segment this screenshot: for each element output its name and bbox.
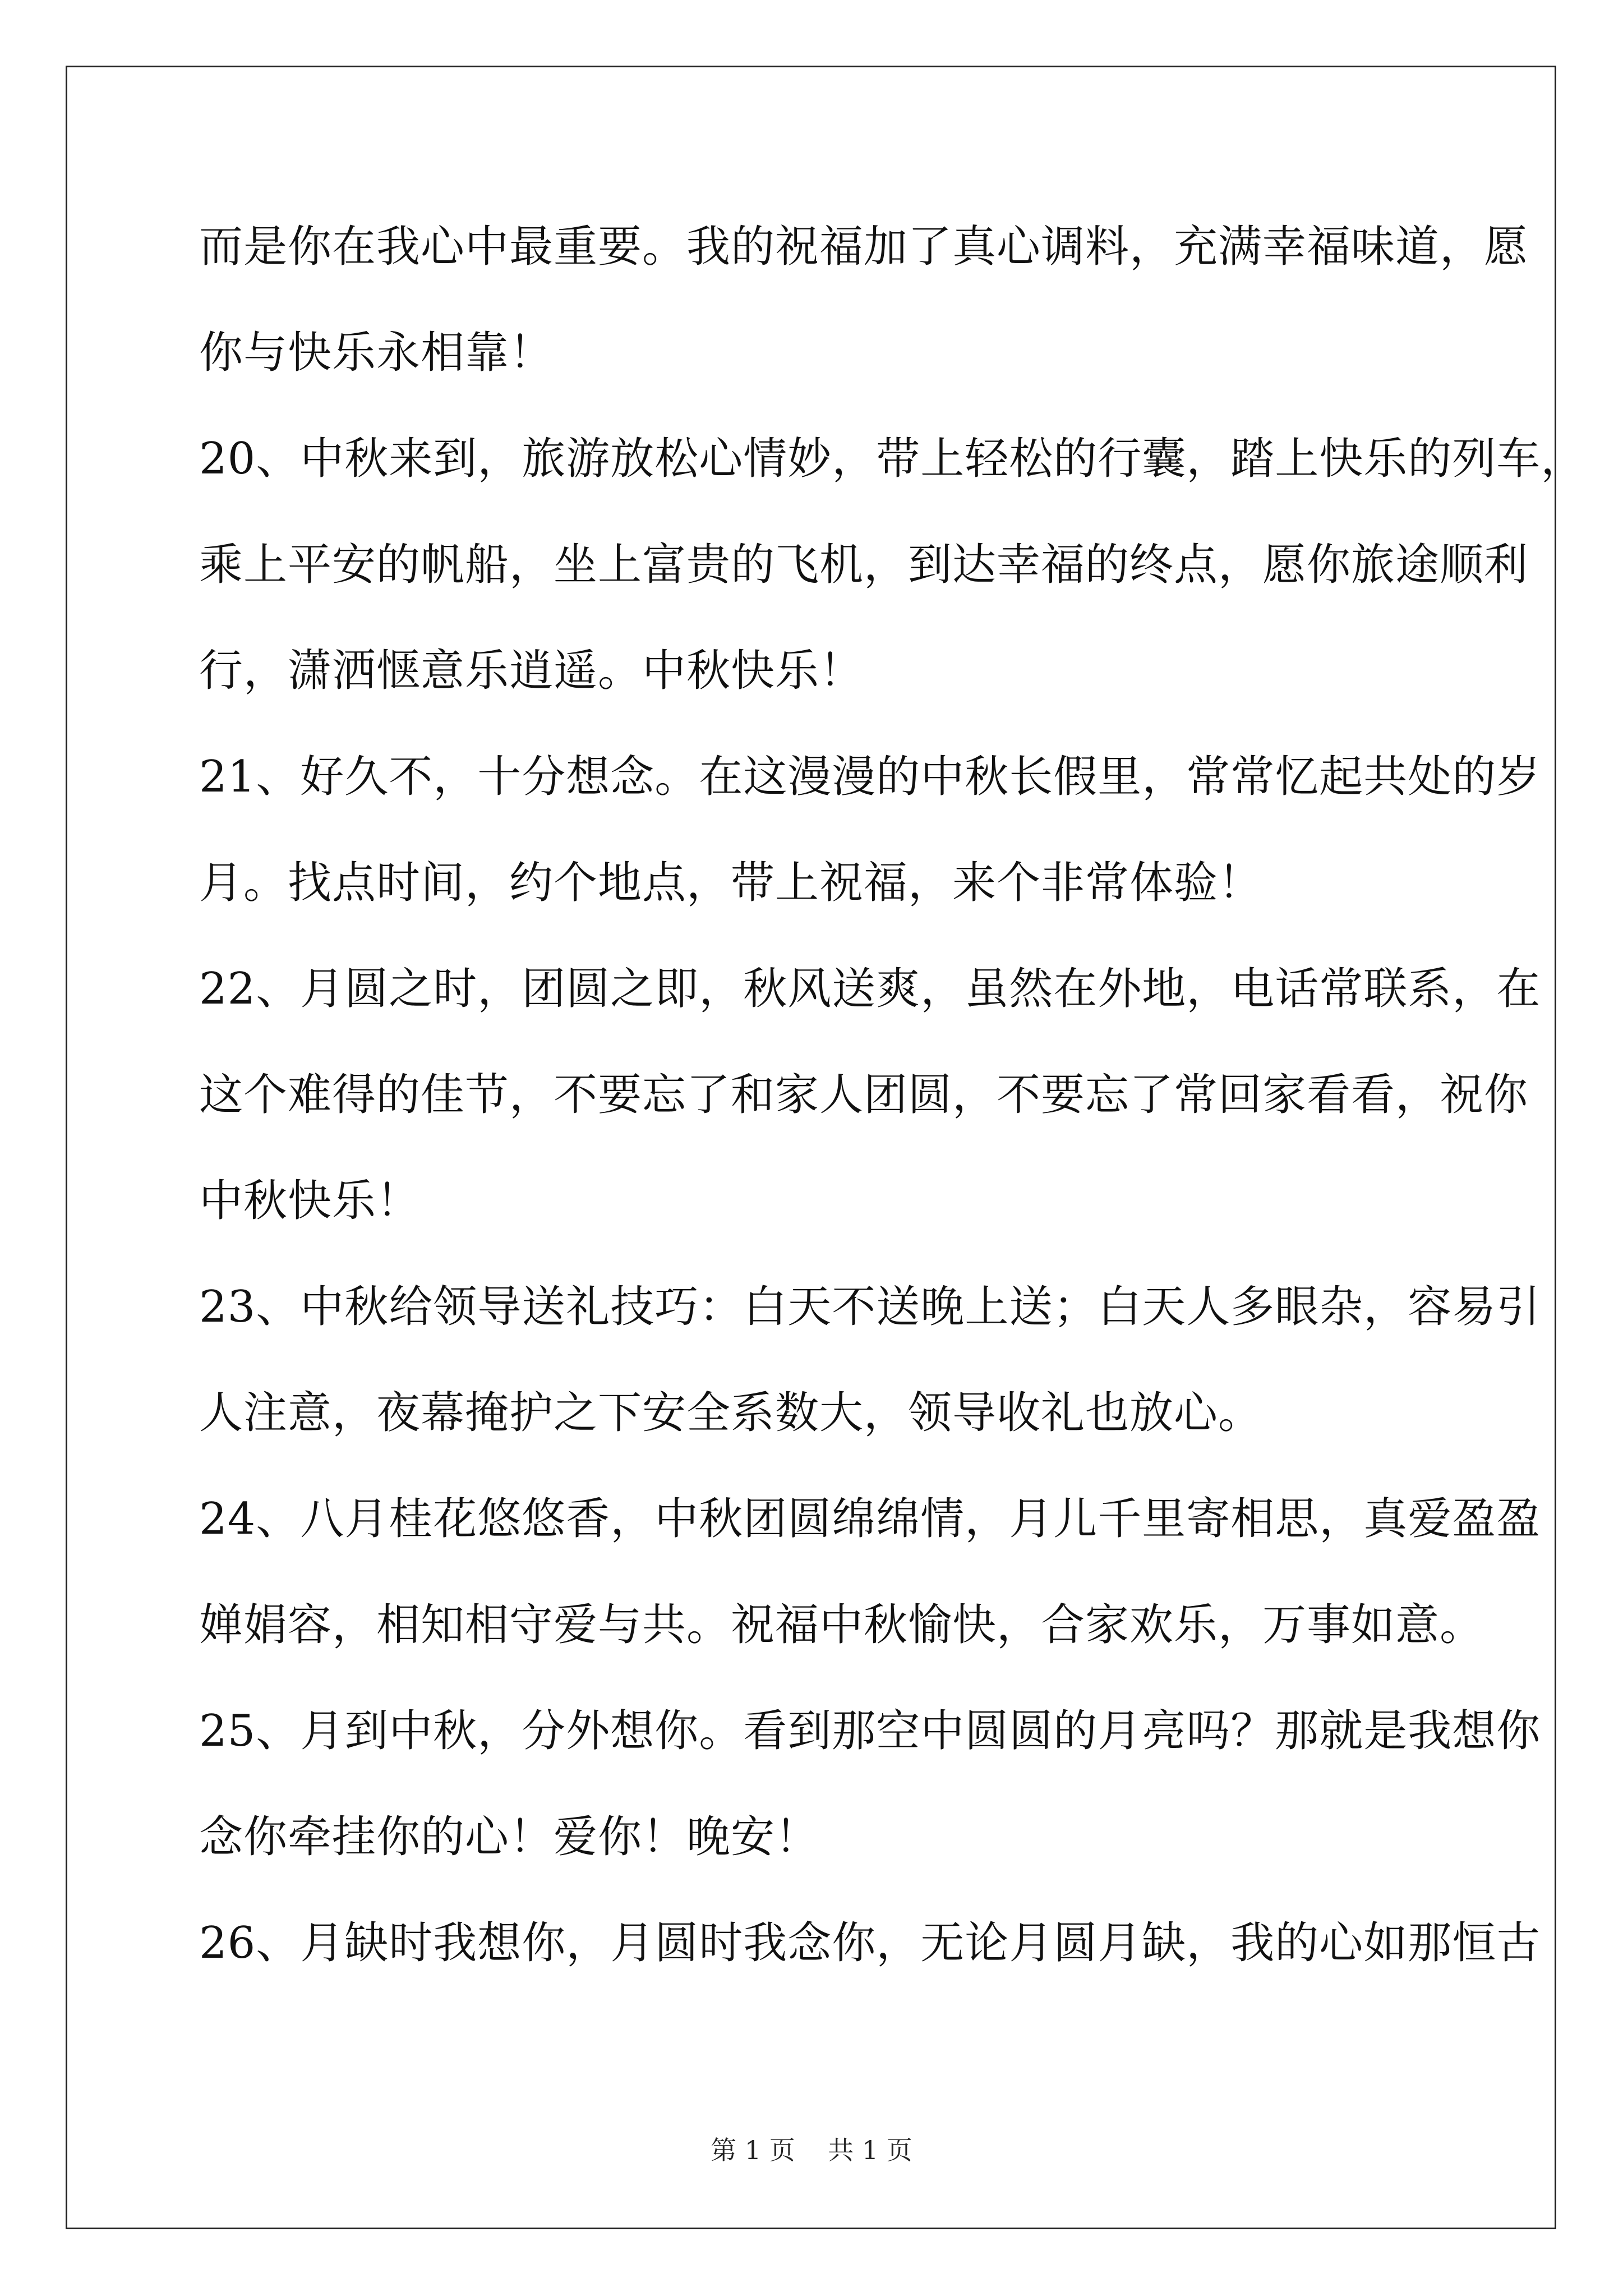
text-line-10: 中秋快乐！	[199, 1176, 421, 1226]
text-line-7: 月。找点时间，约个地点，带上祝福，来个非常体验！	[199, 858, 1263, 908]
text-line-13: 24、八月桂花悠悠香，中秋团圆绵绵情，月儿千里寄相思，真爱盈盈	[199, 1494, 1541, 1544]
text-line-5: 行，潇洒惬意乐逍遥。中秋快乐！	[199, 646, 864, 696]
document-body	[199, 219, 1585, 2021]
text-line-3: 20、中秋来到，旅游放松心情妙，带上轻松的行囊，踏上快乐的列车，	[199, 434, 1585, 484]
text-line-12: 人注意，夜幕掩护之下安全系数大，领导收礼也放心。	[199, 1388, 1263, 1438]
text-line-6: 21、好久不，十分想念。在这漫漫的中秋长假里，常常忆起共处的岁	[199, 752, 1541, 802]
page-number-footer: 第 1 页 共 1 页	[711, 2135, 912, 2165]
text-line-17: 26、月缺时我想你，月圆时我念你，无论月圆月缺，我的心如那恒古	[199, 1918, 1541, 1968]
text-line-16: 念你牵挂你的心！爱你！晚安！	[199, 1812, 820, 1862]
text-line-2: 你与快乐永相靠！	[199, 328, 554, 378]
text-line-4: 乘上平安的帆船，坐上富贵的飞机，到达幸福的终点，愿你旅途顺利	[199, 540, 1529, 590]
text-line-11: 23、中秋给领导送礼技巧：白天不送晚上送；白天人多眼杂，容易引	[199, 1282, 1541, 1332]
text-line-15: 25、月到中秋，分外想你。看到那空中圆圆的月亮吗？那就是我想你	[199, 1706, 1541, 1756]
text-line-8: 22、月圆之时，团圆之即，秋风送爽，虽然在外地，电话常联系，在	[199, 964, 1541, 1014]
text-line-9: 这个难得的佳节，不要忘了和家人团圆，不要忘了常回家看看，祝你	[199, 1070, 1529, 1120]
text-line-14: 婵娟容，相知相守爱与共。祝福中秋愉快，合家欢乐，万事如意。	[199, 1600, 1484, 1650]
text-line-1: 而是你在我心中最重要。我的祝福加了真心调料，充满幸福味道，愿	[199, 222, 1529, 272]
